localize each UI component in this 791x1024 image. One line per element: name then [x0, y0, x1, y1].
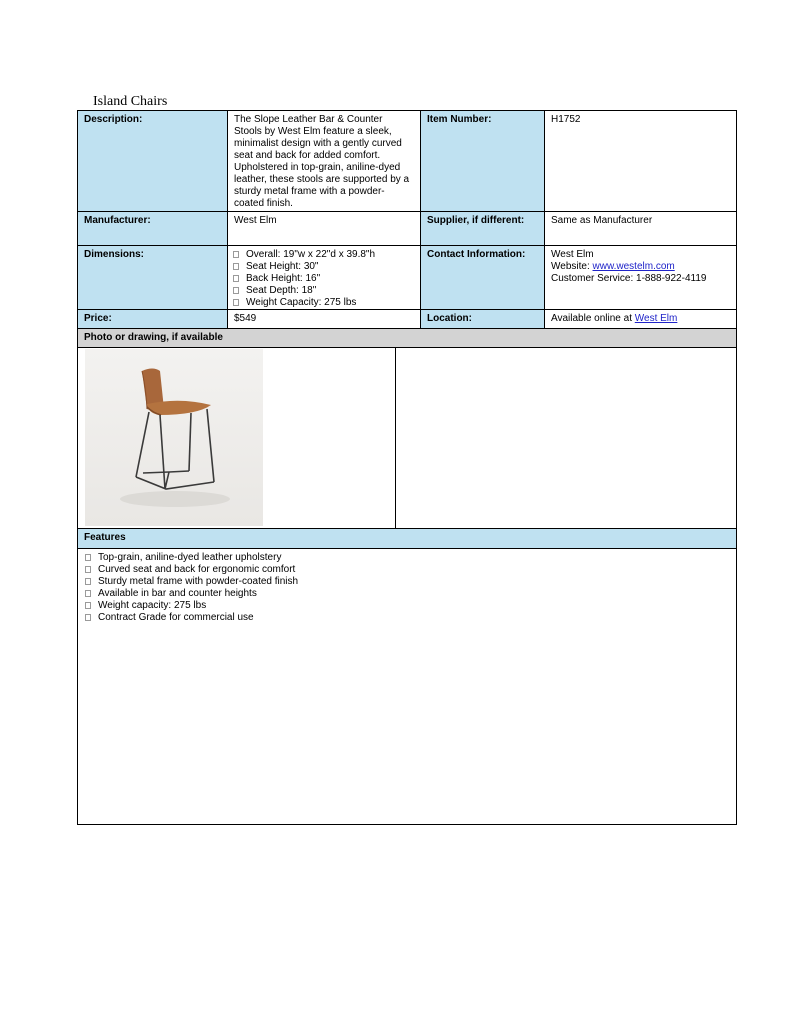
list-item: Seat Depth: 18" [232, 285, 414, 297]
page-title: Island Chairs [93, 94, 168, 109]
price-value: $549 [228, 310, 421, 328]
price-row [78, 310, 736, 329]
dimensions-list [232, 249, 414, 309]
checkbox-bullet-icon [85, 554, 91, 561]
photo-row [78, 348, 736, 529]
list-item: Contract Grade for commercial use [84, 612, 730, 624]
location-value: Available online at West Elm [551, 313, 678, 324]
list-item: Back Height: 16" [232, 273, 414, 285]
features-section-header: Features [78, 529, 736, 549]
supplier-value: Same as Manufacturer [551, 215, 653, 226]
list-item: Top-grain, aniline-dyed leather upholstery [84, 552, 730, 564]
dimensions-label: Dimensions: [78, 246, 228, 309]
contact-label: Contact Information: [421, 246, 545, 309]
location-link[interactable]: West Elm [634, 313, 678, 324]
supplier-label: Supplier, if different: [421, 212, 545, 245]
description-label: Description: [78, 111, 228, 211]
contact-service: Customer Service: 1-888-922-4119 [551, 273, 707, 284]
dimensions-row [78, 246, 736, 310]
spec-table [77, 110, 737, 825]
list-item: Sturdy metal frame with powder-coated finish [84, 576, 730, 588]
list-item: Weight Capacity: 275 lbs [232, 297, 414, 309]
checkbox-bullet-icon [85, 566, 91, 573]
drawing-cell [396, 348, 736, 528]
manufacturer-label: Manufacturer: [78, 212, 228, 245]
checkbox-bullet-icon [233, 275, 239, 282]
features-row [78, 549, 736, 824]
list-item: Seat Height: 30" [232, 261, 414, 273]
checkbox-bullet-icon [85, 578, 91, 585]
checkbox-bullet-icon [233, 251, 239, 258]
checkbox-bullet-icon [85, 614, 91, 621]
description-row [78, 111, 736, 212]
list-item: Available in bar and counter heights [84, 588, 730, 600]
stool-photo [85, 349, 263, 526]
list-item: Curved seat and back for ergonomic comfort [84, 564, 730, 576]
location-label: Location: [421, 310, 545, 328]
contact-website: Website: www.westelm.com [551, 261, 675, 272]
photo-section-header: Photo or drawing, if available [78, 329, 736, 348]
manufacturer-row [78, 212, 736, 246]
item-number-label: Item Number: [421, 111, 545, 211]
list-item: Weight capacity: 275 lbs [84, 600, 730, 612]
checkbox-bullet-icon [233, 263, 239, 270]
features-list [84, 552, 730, 624]
checkbox-bullet-icon [85, 590, 91, 597]
website-link[interactable]: www.westelm.com [592, 261, 675, 272]
contact-name: West Elm [551, 249, 594, 260]
checkbox-bullet-icon [85, 602, 91, 609]
list-item: Overall: 19"w x 22"d x 39.8"h [232, 249, 414, 261]
checkbox-bullet-icon [233, 299, 239, 306]
checkbox-bullet-icon [233, 287, 239, 294]
photo-cell [78, 348, 396, 528]
dimensions-value [228, 246, 421, 309]
description-value: The Slope Leather Bar & Counter Stools by West Elm feature a sleek, minimalist design with a gently curved seat and back for added comfort. Upholstered in top-grain, aniline-dyed leather, these stools are supported by a sturdy metal frame with a powder-coated finish. [228, 111, 421, 211]
price-label: Price: [78, 310, 228, 328]
contact-value [545, 246, 736, 309]
manufacturer-value: West Elm [228, 212, 421, 245]
item-number-value: H1752 [551, 114, 581, 125]
